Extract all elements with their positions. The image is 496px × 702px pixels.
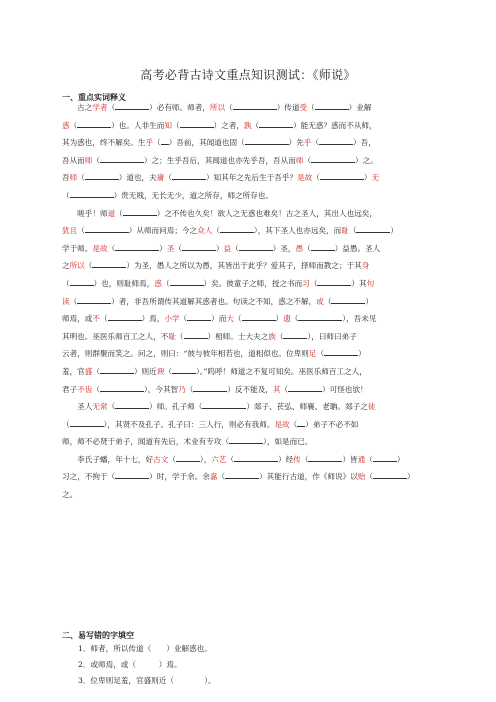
passage-text: ）相师。士大夫之 [207,331,269,341]
passage-text: （ [62,278,70,288]
keyword-text: 传 [293,454,301,464]
answer-blank [70,277,94,286]
passage-line [62,117,438,135]
keyword-text: 是故 [92,243,108,253]
passage-text: （ [174,243,182,253]
passage-text: ）， [199,454,212,464]
passage-text: ）传道 [276,103,300,112]
answer-blank [172,171,206,180]
passage-text: ） [365,296,373,306]
answer-blank [234,453,278,462]
answer-blank [77,119,111,128]
passage-text: ） [396,454,405,464]
passage-text: ）为圣，愚人之所以为愚，其皆出于此乎？爱其子，择师而教之；于其 [126,261,362,271]
passage-text: （ [290,314,299,324]
passage-text: ）必有师。师者， [149,103,210,112]
passage-text: （ [164,173,172,183]
answer-blank [298,312,342,321]
keyword-text: 不 [92,314,100,324]
passage-text: ） [275,314,284,324]
answer-blank [187,312,211,321]
answer-blank [259,119,293,128]
passage-line [62,363,438,381]
passage-text: ）矣。彼童子之师，授之书而 [203,278,303,288]
keyword-text: 是故 [297,173,313,183]
answer-blank [242,312,276,321]
passage-text: （ [107,243,116,253]
keyword-text: 六艺 [211,454,227,464]
passage-text: 李氏子蟠，年十七，好 [62,454,154,464]
passage-text: （ [153,138,161,148]
passage-text: （ [107,103,116,112]
keyword-text: 孰 [243,120,252,130]
passage-text: 古之 [62,103,93,112]
answer-blank [233,101,277,110]
passage-text: （ [212,226,220,236]
keyword-text: 读 [62,296,70,306]
answer-blank [324,347,358,356]
passage-text: （ [226,454,235,464]
passage-text: ）圣， [272,243,296,253]
passage-text: （ [185,384,194,394]
keyword-text: 耻 [168,331,176,341]
passage-text: 其明也。巫医乐师百工之人，不 [62,331,169,341]
answer-blank [85,224,129,233]
keyword-text: 贻 [357,472,366,482]
passage-text: ）吾， [353,138,376,148]
answer-blank [356,224,390,233]
passage-text: （ [231,243,239,253]
passage-line [62,310,438,328]
passage-text: ） [363,173,372,183]
keyword-text: 师 [84,155,93,165]
answer-blank [70,189,114,198]
answer-blank [373,470,407,479]
passage-text: （ [251,120,260,130]
answer-blank [193,383,227,392]
passage-line [62,451,438,469]
keyword-text: 道 [107,208,116,218]
passage-text: （ [161,278,170,288]
passage-text: （ [311,138,320,148]
answer-blank [311,154,355,163]
passage-line [62,222,438,240]
answer-blank [245,136,289,145]
answer-blank [115,400,149,409]
passage-line [62,134,438,152]
keyword-text: 谀 [156,366,165,376]
keyword-text: 师 [69,173,78,183]
answer-blank [77,295,111,304]
passage-line [62,152,438,170]
keyword-text: 愚 [295,243,304,253]
passage-text: ）之。 [355,155,378,165]
passage-text: ），其贤不及孔子。孔子曰：三人行，则必有我师。 [103,419,275,429]
passage-text: （ [92,155,100,165]
passage-text: （ [312,173,320,183]
passage-line [62,468,438,486]
passage-text: 习之，不拘于（ [62,472,116,482]
passage-text: ）道也，夫 [118,173,157,183]
passage-text: 之 [62,261,70,271]
passage-text: （ [309,278,318,288]
passage-line [62,275,438,293]
passage-text: ），如是而已。 [263,437,313,447]
passage-text: （ [365,472,373,482]
passage-text: （ [77,226,85,236]
passage-text: （ [69,296,78,306]
keyword-text: 无 [371,173,380,183]
answer-blank [100,383,144,392]
keyword-text: 通 [357,454,366,464]
passage-text: （ [303,155,312,165]
answer-blank [170,277,204,286]
section-heading-spelling: 二、易写错的字填空 [62,631,134,640]
passage-text: ）其能行古道，作《师说》以 [259,472,358,482]
answer-blank [331,295,365,304]
passage-text: （ [289,419,298,429]
keyword-text: 知 [164,120,172,130]
passage-text: ） [407,472,415,482]
passage-text: （ [323,296,332,306]
answer-blank [70,418,104,427]
passage-text: 吾 [62,173,70,183]
passage-text: ）从师而问焉；今之 [128,226,198,236]
vocab-passage [62,99,438,504]
keyword-text: 所以 [69,261,85,271]
passage-text: ）师。孔子师（ [149,402,203,412]
passage-line [62,257,438,275]
keyword-text: 身 [361,261,370,271]
answer-blank [85,171,119,180]
passage-line [62,486,438,504]
passage-text: （ [275,331,284,341]
answer-blank [220,224,254,233]
keyword-text: 其 [272,384,281,394]
passage-text: ）之不传也久矣！欲人之无惑也难矣！古之圣人，其出人也远矣， [156,208,377,218]
passage-text: ）。”呜呼！师道之不复可知矣。巫医乐师百工之人， [195,366,367,376]
passage-line [62,328,438,346]
passage-text: （ [99,314,108,324]
passage-text: ）者，非吾所谓传其道解其惑者也。句读之不知，惑之不解， [111,296,317,306]
passage-text: ）经 [278,454,294,464]
passage-text: （ [175,331,184,341]
passage-text: （ [115,208,123,218]
keyword-text: 或 [316,296,324,306]
keyword-text: 圣 [166,243,175,253]
passage-text: ）业解 [348,103,372,112]
answer-blank [115,242,159,251]
passage-text: ），今其智 [143,384,179,394]
passage-text: ）吾前，其闻道也固（ [168,138,245,148]
keyword-text: 乎 [303,138,312,148]
passage-text: ） [215,243,224,253]
keyword-text: 学者 [92,103,108,112]
passage-text: （ [233,314,242,324]
passage-text: ）郯子、苌弘、师襄、老聃。郯子之 [246,402,368,412]
passage-text: 师，师不必贤于弟子，闻道有先后，术业有专攻（ [62,437,230,447]
passage-text: 云者，则群聚而笑之。问之，则曰：“彼与彼年相若也，道相似也。位卑则 [62,349,309,359]
passage-line [62,169,438,187]
answer-blank [283,330,307,339]
passage-text: （ [62,419,70,429]
spelling-list [78,641,216,689]
passage-text: 其为惑也，终不解矣。生 [62,138,146,148]
keyword-text: 众人 [197,226,213,236]
answer-blank [108,312,142,321]
keyword-text: 小学 [164,314,180,324]
passage-text: ），吾未见 [342,314,377,324]
passage-text: ），其下圣人也亦远矣，而 [253,226,342,236]
passage-text: （ [225,103,233,112]
passage-text: ）时，学于余。余 [149,472,210,482]
passage-text: ）焉， [141,314,165,324]
answer-blank [308,453,342,462]
passage-text: （ [365,454,373,464]
question-item: 2．或师焉，或（ ）焉。 [78,660,182,669]
passage-text: ）知其年之先后生于吾乎？ [205,173,298,183]
passage-text: ） [159,243,167,253]
answer-blank [320,171,364,180]
passage-text: ）能无惑？惑而不从师， [293,120,377,130]
passage-line [62,398,438,416]
passage-text: ）也，则耻师焉， [93,278,155,288]
passage-line [62,416,438,434]
keyword-text: 遗 [283,314,291,324]
answer-blank [115,101,149,110]
passage-text: （ [84,261,93,271]
answer-blank [225,470,259,479]
passage-line [62,433,438,451]
answer-blank [123,207,157,216]
passage-text: 之。 [62,490,78,500]
passage-text: （ [69,120,78,130]
passage-text: 羞，官 [62,366,85,376]
keyword-text: 句 [366,278,375,288]
passage-text: （ [77,173,85,183]
keyword-text: 益 [223,243,232,253]
passage-text: 君子 [62,384,78,394]
passage-text: （ [316,349,325,359]
passage-line [62,99,438,117]
passage-text: ）弟子不必不如 [305,419,359,429]
keyword-text: 惑 [154,278,162,288]
question-item: 3．位卑则足羞，官盛则近（ ）。 [78,676,216,685]
keyword-text: 无常 [92,402,108,412]
keyword-text: 是故 [274,419,290,429]
passage-text: ）反不能及， [227,384,273,394]
keyword-text: 耻 [341,226,349,236]
passage-line [62,240,438,258]
answer-blank [180,119,214,128]
passage-text: （ [179,314,188,324]
passage-text: 圣人 [62,402,93,412]
passage-text: （ [168,454,176,464]
passage-line [62,293,438,311]
answer-blank [100,154,144,163]
passage-text: ）皆 [342,454,358,464]
passage-text: ）其 [351,278,367,288]
keyword-text: 受 [299,103,308,112]
passage-line [62,187,438,205]
answer-blank [92,259,126,268]
passage-text: （ [280,384,289,394]
passage-text: （ [171,120,180,130]
page-title: 高考必背古诗文重点知识测试：《师说》 [140,68,356,82]
keyword-text: 大 [226,314,234,324]
passage-text: 嗟乎！师 [62,208,108,218]
passage-text: （ [92,366,100,376]
keyword-text: 嘉 [209,472,218,482]
question-item: 1．师者，所以传道（ ）业解惑也。 [78,644,212,653]
passage-line [62,345,438,363]
answer-blank [176,453,200,462]
passage-text: 师焉，或 [62,314,93,324]
keyword-text: 所以 [209,103,226,112]
keyword-text: 庸 [156,173,165,183]
keyword-text: 习 [302,278,310,288]
passage-text: （ [62,190,70,200]
passage-text: ） [390,226,399,236]
passage-line [62,205,438,223]
keyword-text: 盛 [84,366,93,376]
passage-text: 学于师。 [62,243,93,253]
answer-blank [202,400,246,409]
keyword-text: 族 [268,331,276,341]
passage-text: ）而 [211,314,227,324]
passage-text: （ [92,384,100,394]
answer-blank [315,101,349,110]
keyword-text: 犹且 [62,226,78,236]
keyword-text: 足 [308,349,317,359]
passage-text: （ [300,454,309,464]
section-heading-vocab: 一、重点实词释义 [62,93,126,102]
passage-text: ）之；生乎吾后，其闻道也亦先乎吾，吾从而 [143,155,296,165]
keyword-text: 乎 [145,138,154,148]
passage-text: （ [307,103,315,112]
answer-blank [239,242,273,251]
answer-blank [317,277,351,286]
keyword-text: 乃 [178,384,186,394]
answer-blank [182,242,216,251]
keyword-text: 古文 [153,454,169,464]
passage-text: ）益愚。圣人 [334,243,381,253]
answer-blank [115,470,149,479]
answer-blank [161,136,169,145]
passage-text: （ [107,402,116,412]
passage-text: ） [358,349,366,359]
answer-blank [100,365,134,374]
answer-blank [311,242,335,251]
passage-text: ）则近 [133,366,157,376]
passage-text: （ [164,366,172,376]
answer-blank [184,330,208,339]
passage-text: （ [348,226,357,236]
passage-text: ）也。人非生而 [111,120,165,130]
keyword-text: 惑 [62,120,70,130]
answer-blank [172,365,196,374]
answer-blank [373,453,397,462]
passage-text: ）可怪也欤！ [322,384,368,394]
passage-text: （ [217,472,226,482]
passage-text: 吾从而 [62,155,85,165]
passage-line [62,381,438,399]
answer-blank [229,435,263,444]
answer-blank [319,136,353,145]
passage-text: ）先 [288,138,304,148]
passage-text: ），曰师曰弟子 [307,331,357,341]
passage-text: ）贵无贱，无长无少，道之所存，师之所存也。 [113,190,274,200]
passage-text: （ [303,243,311,253]
keyword-text: 不齿 [77,384,93,394]
keyword-text: 师 [295,155,304,165]
answer-blank [288,383,322,392]
passage-text: ）之者， [213,120,244,130]
keyword-text: 徒 [367,402,376,412]
